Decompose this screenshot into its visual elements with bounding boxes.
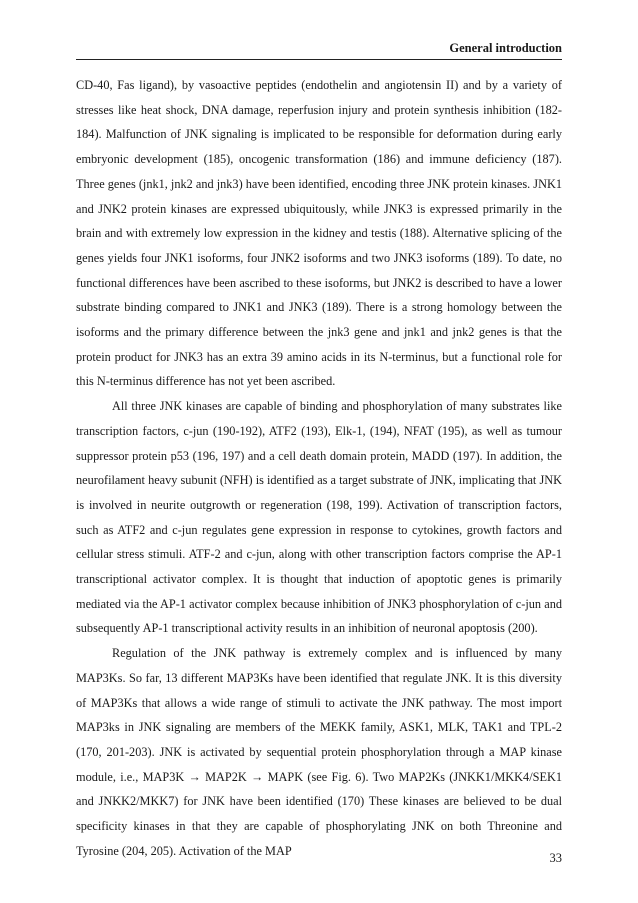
header-divider [76, 59, 562, 60]
page-number: 33 [549, 851, 562, 865]
running-header: General introduction [449, 41, 562, 55]
paragraph: CD-40, Fas ligand), by vasoactive peptides (endothelin and angiotensin II) and by a variety of stresses like heat shock, DNA damage, reperfusion injury and protein synthesis inhibition (182-184). Malfunction of JNK signaling is implicated to be responsible for deformation during early embryonic development (185), oncogenic transformation (186) and immune deficiency (187). Three genes (jnk1, jnk2 and jnk3) have been identified, encoding three JNK protein kinases. JNK1 and JNK2 protein kinases are expressed ubiquitously, while JNK3 is expressed primarily in the brain and with extremely low expression in the kidney and testis (188). Alternative splicing of the genes yields four JNK1 isoforms, four JNK2 isoforms and two JNK3 isoforms (189). To date, no functional differences have been ascribed to these isoforms, but JNK2 is described to have a lower substrate binding compared to JNK1 and JNK3 (189). There is a strong homology between the isoforms and the primary difference between the jnk3 gene and jnk1 and jnk2 genes is that the protein product for JNK3 has an extra 39 amino acids in its N-terminus, but a functional role for this N-terminus difference has not yet been ascribed. [76, 78, 562, 389]
body-text [76, 73, 562, 864]
paragraph: All three JNK kinases are capable of binding and phosphorylation of many substrates like transcription factors, c-jun (190-192), ATF2 (193), Elk-1, (194), NFAT (195), as well as tumour suppressor protein p53 (196, 197) and a cell death domain protein, MADD (197). In addition, the neurofilament heavy subunit (NFH) is identified as a target substrate of JNK, implicating that JNK is involved in neurite outgrowth or regeneration (198, 199). Activation of transcription factors, such as ATF2 and c-jun regulates gene expression in response to cytokines, growth factors and cellular stress stimuli. ATF-2 and c-jun, along with other transcription factors comprise the AP-1 transcriptional activator complex. It is thought that induction of apoptotic genes is primarily mediated via the AP-1 activator complex because inhibition of JNK3 phosphorylation of c-jun and subsequently AP-1 transcriptional activity results in an inhibition of neuronal apoptosis (200). [76, 399, 562, 636]
paragraph: Regulation of the JNK pathway is extremely complex and is influenced by many MAP3Ks. So far, 13 different MAP3Ks have been identified that regulate JNK. It is this diversity of MAP3Ks that allows a wide range of stimuli to activate the JNK pathway. The most import MAP3ks in JNK signaling are members of the MEKK family, ASK1, MLK, TAK1 and TPL-2 (170, 201-203). JNK is activated by sequential protein phosphorylation through a MAP kinase module, i.e., MAP3K → MAP2K → MAPK (see Fig. 6). Two MAP2Ks (JNKK1/MKK4/SEK1 and JNKK2/MKK7) for JNK have been identified (170) These kinases are believed to be dual specificity kinases in that they are capable of phosphorylating JNK on both Threonine and Tyrosine (204, 205). Activation of the MAP [76, 646, 562, 858]
